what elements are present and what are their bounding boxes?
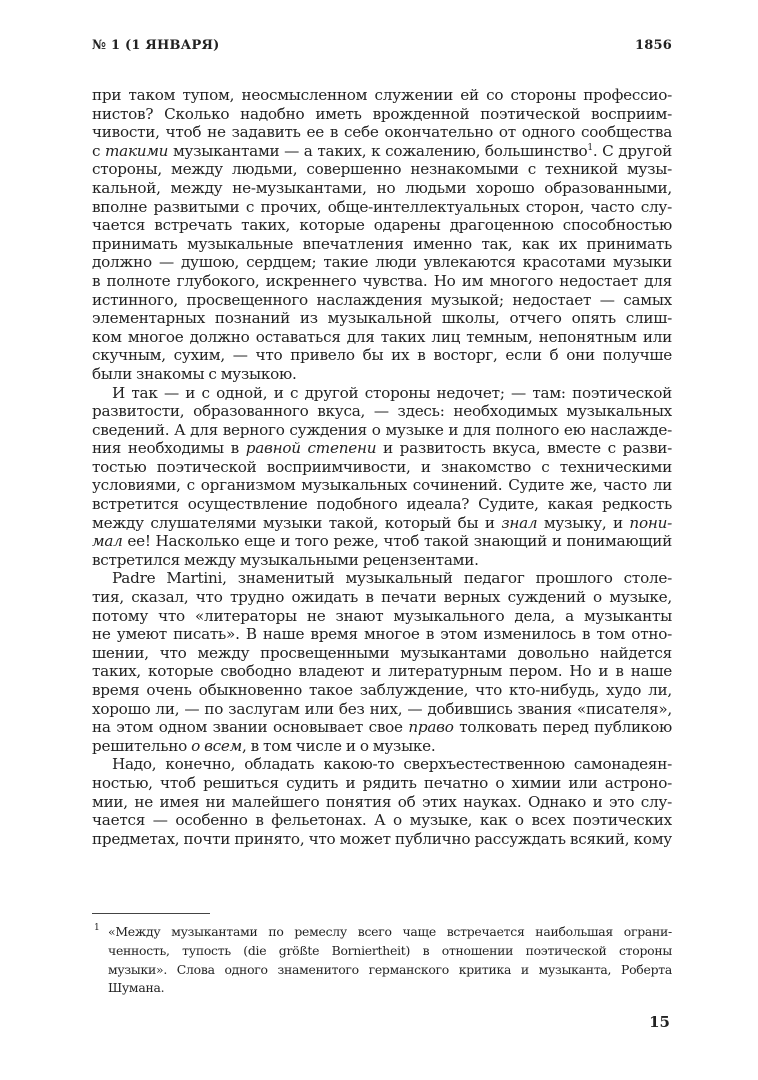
text-line [92,235,672,254]
text-line [92,439,672,458]
text-line [92,458,672,477]
text-run: стороны, между людьми, совершенно незнакомыми с техникой музы- [92,160,672,179]
text-line [92,793,672,812]
text-line [92,86,672,105]
text-run: ностью, чтоб решиться судить и рядить печатно о химии или астроно- [92,773,672,792]
text-line [92,160,672,179]
text-run: И так — и с одной, и с другой стороны недочет; — там: поэтической [112,383,672,402]
text-run: потому что «литераторы не знают музыкального дела, а музыканты [92,606,672,625]
italic-emphasis: мал [92,532,123,551]
italic-emphasis: такими [105,141,169,160]
page-number: 15 [649,1013,670,1031]
text-run: встретится осуществление подобного идеала? Судите, какая редкость [92,495,672,514]
text-line [92,272,672,291]
text-run: сведений. А для верного суждения о музыке и для полного ею наслажде- [92,420,672,439]
italic-emphasis: знал [501,513,538,532]
text-run: музыкантами — а таких, к сожалению, большинство [168,141,588,160]
text-run: элементарных познаний из музыкальной школы, отчего опять слиш- [92,309,672,328]
text-line [92,328,672,347]
text-line [92,737,672,756]
italic-emphasis: о всем [191,736,243,755]
text-run: , в том числе и о музыке. [242,736,436,755]
italic-emphasis: равной степени [245,439,377,458]
text-run: с [92,141,106,160]
text-run: чивости, чтоб не задавить ее в себе окончательно от одного сообщества [92,123,672,142]
text-line [92,532,672,551]
paragraph [92,384,672,570]
italic-emphasis: пони- [629,513,672,532]
text-line [92,179,672,198]
text-run: время очень обыкновенно такое заблуждение, что кто-нибудь, худо ли, [92,681,672,699]
text-run: вполне развитыми с прочих, обще-интеллектуальных сторон, часто слу- [92,197,672,216]
text-run: между слушателями музыки такой, который бы и [92,513,502,532]
text-run: . С другой [592,141,673,160]
text-line [92,644,672,663]
footnote-line: «Между музыкантами по ремеслу всего чаще встречается наибольшая ограни- [108,924,672,939]
text-run: шении, что между просвещенными музыкантами довольно найдется [92,643,672,662]
text-run: Надо, конечно, обладать какою-то сверхъестественною самонадеян- [112,755,672,774]
running-header-year: 1856 [635,38,672,53]
text-line [92,551,672,570]
text-line [92,291,672,310]
footnote-line: музыки». Слова одного знаменитого германского критика и музыканта, Роберта [108,961,672,977]
text-run: нистов? Сколько надобно иметь врожденной поэтической восприим- [92,104,672,123]
text-line [92,718,672,737]
text-line [92,123,672,142]
paragraph [92,569,672,755]
text-run: ния необходимы в [92,439,246,458]
footnote-reference: 1 [587,142,593,153]
text-line [92,811,672,830]
text-run: истинного, просвещенного наслаждения музыкой; недостает — самых [92,290,672,309]
text-run: в полноте глубокого, искреннего чувства. Но им многого недостает для [92,271,672,290]
italic-emphasis: право [408,718,454,737]
text-run: на этом одном звании основывает свое [92,718,409,737]
text-line [92,198,672,217]
text-line [92,830,672,849]
footnote-divider [92,913,210,914]
paragraph [92,86,672,384]
text-line [92,142,672,161]
text-run: тостью поэтической восприимчивости, и знакомство с техническими [92,457,672,476]
text-line [92,569,672,588]
text-run: принимать музыкальные впечатления именно так, как их принимать [92,234,672,253]
text-run: чается — особенно в фельетонах. А о музыке, как о всех поэтических [92,811,672,830]
text-line [92,476,672,495]
text-run: ее! Насколько еще и того реже, чтоб такой знающий и понимающий [122,532,672,551]
text-run: тия, сказал, что трудно ожидать в печати верных суждений о музыке, [92,588,672,607]
text-run: Padre Martini, знаменитый музыкальный педагог прошлого столе- [112,569,672,588]
text-line [92,755,672,774]
text-line [92,681,672,700]
footnote [94,923,672,998]
text-run: хорошо ли, — по заслугам или без них, — добившись звания «писателя», [92,699,672,718]
footnote-line: Шумана. [108,980,165,996]
footnote-line: ченность, тупость (die größte Borniertheit) в отношении поэтической стороны [108,942,672,958]
body-text [92,86,672,848]
running-header-issue: № 1 (1 ЯНВАРЯ) [92,38,220,53]
text-run: встретился между музыкальными рецензентами. [92,550,479,569]
text-line [92,253,672,272]
text-line [92,774,672,793]
text-run: толковать перед публикою [453,718,673,737]
text-run: таких, которые свободно владеют и литературным пером. Но и в наше [92,662,672,681]
text-run: были знакомы с музыкою. [92,364,297,383]
text-run: при таком тупом, неосмысленном служении ей со стороны профессио- [92,86,672,104]
text-line [92,495,672,514]
text-run: должно — душою, сердцем; такие люди увлекаются красотами музыки [92,253,672,272]
text-line [92,625,672,644]
footnote-mark: 1 [94,923,100,933]
text-line [92,384,672,403]
text-line [92,346,672,365]
text-run: ком многое должно оставаться для таких лиц темным, непонятным или [92,327,672,346]
text-line [92,309,672,328]
text-run: музыку, и [537,513,630,532]
text-line [92,402,672,421]
text-run: скучным, сухим, — что привело бы их в восторг, если б они получше [92,346,672,365]
text-line [92,105,672,124]
text-run: условиями, с организмом музыкальных сочинений. Судите же, часто ли [92,476,672,495]
text-run: развитости, образованного вкуса, — здесь: необходимых музыкальных [92,402,672,421]
text-line [92,588,672,607]
text-line [92,700,672,719]
text-run: кальной, между не-музыкантами, но людьми хорошо образованными, [92,178,672,197]
text-run: не умеют писать». В наше время многое в этом изменилось в том отно- [92,625,672,644]
text-line [92,216,672,235]
text-run: решительно [92,736,192,755]
text-line [92,421,672,440]
text-line [92,365,672,384]
paragraph [92,755,672,848]
text-run: мии, не имея ни малейшего понятия об этих науках. Однако и это слу- [92,792,672,811]
text-line [92,514,672,533]
text-line [92,607,672,626]
text-line [92,662,672,681]
text-run: предметах, почти принято, что может публично рассуждать всякий, кому [92,829,672,848]
text-run: чается встречать таких, которые одарены драгоценною способностью [92,216,672,235]
text-run: и развитость вкуса, вместе с разви- [376,439,673,458]
